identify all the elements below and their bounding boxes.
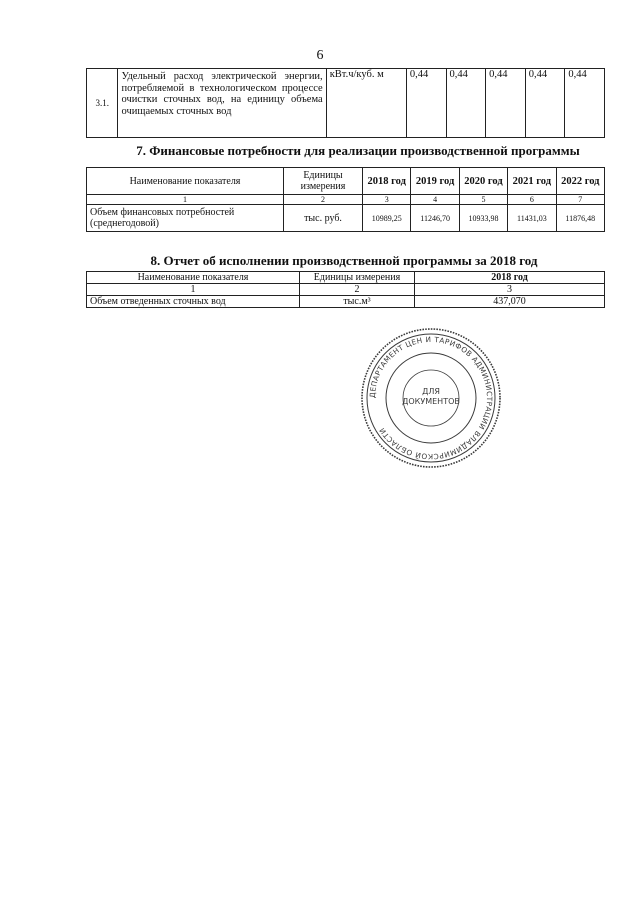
- header-unit: Единицы измерения: [300, 272, 415, 284]
- header-year: 2018 год: [363, 168, 411, 195]
- value-cell: 437,070: [415, 296, 605, 308]
- indicator-name: Удельный расход электрической энергии, потребляемой в технологическом процессе очистки сточных вод, на единицу объема очищаемых сточных вод: [118, 69, 326, 138]
- table-index-row: [87, 284, 605, 296]
- header-year: 2021 год: [508, 168, 556, 195]
- indicator-name: Объем отведенных сточных вод: [87, 296, 300, 308]
- value-cell: 10933,98: [459, 205, 507, 232]
- value-cell: 11431,03: [508, 205, 556, 232]
- value-cell: 11876,48: [556, 205, 604, 232]
- header-year: 2022 год: [556, 168, 604, 195]
- index-cell: 5: [459, 195, 507, 205]
- index-cell: 3: [363, 195, 411, 205]
- table-header-row: [87, 272, 605, 284]
- header-name: Наименование показателя: [87, 272, 300, 284]
- stamp-ring-text: ДЕПАРТАМЕНТ ЦЕН И ТАРИФОВ АДМИНИСТРАЦИИ ВЛАДИМИРСКОЙ ОБЛАСТИ: [367, 334, 495, 462]
- value-cell: 0,44: [406, 69, 446, 138]
- section-7-title: 7. Финансовые потребности для реализации производственной программы: [136, 143, 580, 158]
- header-unit: Единицы измерения: [284, 168, 363, 195]
- table-header-row: [87, 168, 605, 195]
- value-cell: 10989,25: [363, 205, 411, 232]
- value-cell: 0,44: [446, 69, 486, 138]
- header-year: 2019 год: [411, 168, 459, 195]
- table-row: [87, 296, 605, 308]
- row-number: 3.1.: [87, 69, 118, 138]
- header-name: Наименование показателя: [87, 168, 284, 195]
- program-report-table: [86, 271, 605, 308]
- index-cell: 7: [556, 195, 604, 205]
- page-number: 6: [316, 48, 324, 63]
- index-cell: 6: [508, 195, 556, 205]
- value-cell: 0,44: [525, 69, 565, 138]
- unit-cell: тыс. руб.: [284, 205, 363, 232]
- section-8-title: 8. Отчет об исполнении производственной программы за 2018 год: [150, 253, 538, 268]
- header-year: 2020 год: [459, 168, 507, 195]
- stamp-center-text: [402, 387, 460, 406]
- index-cell: 2: [300, 284, 415, 296]
- value-cell: 0,44: [565, 69, 605, 138]
- value-cell: 0,44: [486, 69, 526, 138]
- index-cell: 1: [87, 284, 300, 296]
- stamp-center-line: ДОКУМЕНТОВ: [402, 397, 460, 406]
- stamp-center-line: ДЛЯ: [422, 387, 440, 396]
- financial-needs-table: [86, 167, 605, 232]
- index-cell: 4: [411, 195, 459, 205]
- indicator-name: Объем финансовых потребностей (среднегодовой): [87, 205, 284, 232]
- header-year: 2018 год: [415, 272, 605, 284]
- index-cell: 1: [87, 195, 284, 205]
- official-stamp: [359, 326, 503, 470]
- index-cell: 2: [284, 195, 363, 205]
- table-row: [87, 205, 605, 232]
- table-index-row: [87, 195, 605, 205]
- table-row: [87, 69, 605, 138]
- index-cell: 3: [415, 284, 605, 296]
- value-cell: 11246,70: [411, 205, 459, 232]
- unit-cell: кВт.ч/куб. м: [326, 69, 406, 138]
- unit-cell: тыс.м³: [300, 296, 415, 308]
- productivity-table: [86, 68, 605, 138]
